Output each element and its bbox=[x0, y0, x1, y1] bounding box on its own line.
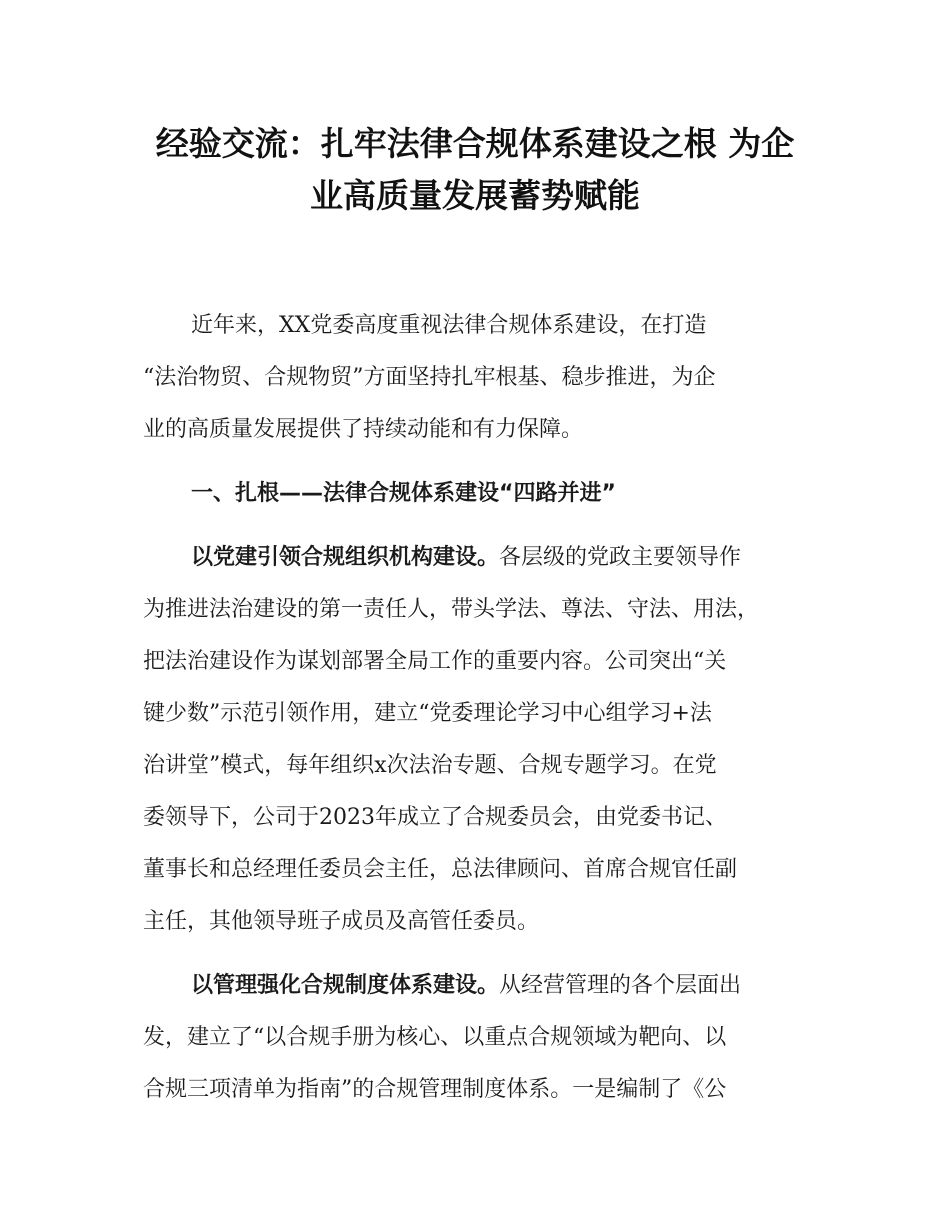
paragraph-line: 键少数”示范引领作用，建立“党委理论学习中心组学习+法 bbox=[143, 701, 712, 726]
paragraph-text: 各层级的党政主要领导作 bbox=[499, 545, 742, 570]
paragraph-line: 治讲堂”模式，每年组织x次法治专题、合规专题学习。在党 bbox=[143, 753, 717, 778]
intro-line: “法治物贸、合规物贸”方面坚持扎牢根基、稳步推进，为企 bbox=[143, 365, 716, 390]
paragraph-first-line bbox=[143, 532, 843, 584]
title-line-1: 经验交流：扎牢法律合规体系建设之根 为企 bbox=[155, 124, 795, 163]
paragraph-lead: 以党建引领合规组织机构建设。 bbox=[191, 545, 500, 570]
document-body bbox=[143, 300, 843, 1116]
paragraph-line: 把法治建设作为谋划部署全局工作的重要内容。公司突出“关 bbox=[143, 649, 727, 674]
paragraph-line: 合规三项清单为指南”的合规管理制度体系。一是编制了《公 bbox=[143, 1077, 727, 1102]
paragraph-party-building bbox=[143, 532, 843, 948]
title-line-2: 业高质量发展蓄势赋能 bbox=[310, 176, 640, 215]
paragraph-management bbox=[143, 960, 843, 1116]
paragraph-line: 主任，其他领导班子成员及高管任委员。 bbox=[143, 909, 540, 934]
paragraph-line: 董事长和总经理任委员会主任，总法律顾问、首席合规官任副 bbox=[143, 857, 738, 882]
paragraph-lead: 以管理强化合规制度体系建设。 bbox=[191, 973, 500, 998]
paragraph-line: 发，建立了“以合规手册为核心、以重点合规领域为靶向、以 bbox=[143, 1025, 727, 1050]
paragraph-first-line bbox=[143, 960, 843, 1012]
paragraph-text: 从经营管理的各个层面出 bbox=[499, 973, 742, 998]
paragraph-line: 为推进法治建设的第一责任人，带头学法、尊法、守法、用法， bbox=[143, 597, 760, 622]
section-heading-1: 一、扎根——法律合规体系建设“四路并进” bbox=[191, 481, 616, 506]
intro-paragraph bbox=[143, 300, 843, 456]
document-title bbox=[120, 118, 830, 222]
paragraph-line: 委领导下，公司于2023年成立了合规委员会，由党委书记、 bbox=[143, 805, 727, 830]
intro-line: 业的高质量发展提供了持续动能和有力保障。 bbox=[143, 417, 584, 442]
intro-line: 近年来，XX党委高度重视法律合规体系建设，在打造 bbox=[191, 313, 707, 338]
